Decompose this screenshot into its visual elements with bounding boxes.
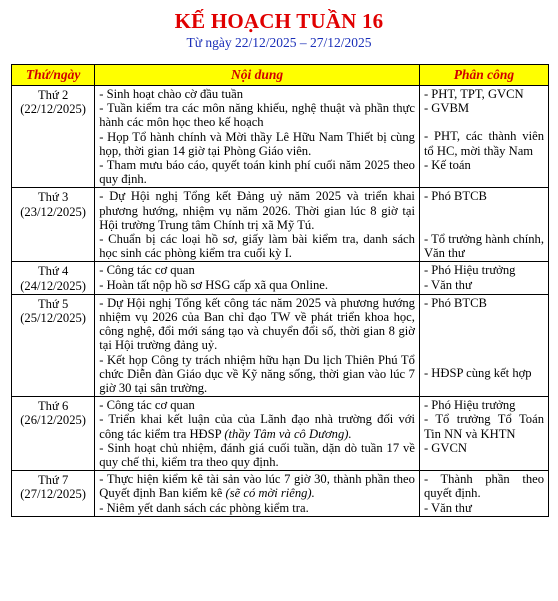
- assign-item: - Tổ trưởng Tổ Toán Tin NN và KHTN: [423, 412, 544, 441]
- assign-item: - GVBM: [423, 101, 470, 116]
- assign-cell: [419, 294, 548, 396]
- assign-item: - PHT, các thành viên tổ HC, mời thầy Nam: [423, 129, 544, 158]
- day-cell: [12, 262, 95, 294]
- column-header-content: Nội dung: [95, 65, 420, 86]
- assign-cell: [419, 471, 548, 517]
- day-date: (24/12/2025): [20, 278, 86, 293]
- day-date: (23/12/2025): [20, 204, 86, 219]
- assign-item: - Thành phần theo quyết định.: [423, 472, 544, 501]
- day-label: Thứ 4: [37, 264, 69, 279]
- date-range-subtitle: Từ ngày 22/12/2025 – 27/12/2025: [186, 35, 372, 50]
- content-item: - Kết họp Công ty trách nhiệm hữu hạn Du lịch Thiên Phú Tổ chức Diễn đàn Giáo dục về Kỹ năng sống, thời gian vào lúc 7 giờ 30 tại sân trường.: [99, 352, 415, 396]
- column-header-day: Thứ/ngày: [12, 65, 95, 86]
- table-row: [12, 397, 549, 471]
- content-cell: [95, 188, 420, 262]
- page-title: KẾ HOẠCH TUẦN 16: [174, 9, 384, 33]
- content-item: - Họp Tổ hành chính và Mời thầy Lê Hữu Nam Thiết bị cùng họp, thời gian 14 giờ tại Phòng Giáo viên.: [99, 129, 415, 158]
- table-row: [12, 86, 549, 188]
- day-label: Thứ 5: [37, 296, 69, 311]
- assign-cell: [419, 262, 548, 294]
- day-label: Thứ 7: [37, 473, 69, 488]
- content-item: - Công tác cơ quan: [99, 263, 195, 278]
- assign-item: - PHT, TPT, GVCN: [423, 87, 524, 101]
- content-item: - Niêm yết danh sách các phòng kiểm tra.: [99, 500, 309, 515]
- content-item: - Công tác cơ quan: [99, 398, 195, 413]
- content-cell: [95, 294, 420, 396]
- table-row: [12, 471, 549, 517]
- content-text: - Triển khai kết luận của của Lãnh đạo nhà trường đối với công tác kiểm tra HĐSP: [99, 412, 415, 441]
- content-cell: [95, 471, 420, 517]
- content-item: - Dự Hội nghị Tổng kết Đảng uỷ năm 2025 và triển khai phương hướng, nhiệm vụ năm 2026. Thời gian lúc 8 giờ tại Hội trường Trung tâm Chính trị xã Mỹ Tú.: [99, 189, 415, 232]
- day-date: (22/12/2025): [20, 102, 86, 117]
- assign-cell: [419, 86, 548, 188]
- content-item: - Tham mưu báo cáo, quyết toán kinh phí cuối năm 2025 theo quy định.: [99, 158, 415, 187]
- assign-item: - Phó Hiệu trưởng: [423, 398, 516, 413]
- content-item: - Hoàn tất nộp hồ sơ HSG cấp xã qua Online.: [99, 277, 329, 292]
- content-item: - Tuần kiểm tra các môn năng khiếu, nghệ thuật và phần thực hành các môn học theo kế hoạch: [99, 101, 415, 130]
- content-item: - Sinh hoạt chào cờ đầu tuần: [99, 87, 244, 101]
- day-label: Thứ 6: [37, 399, 69, 414]
- assign-cell: [419, 397, 548, 471]
- table-header-row: [12, 65, 549, 86]
- day-cell: [12, 188, 95, 262]
- day-date: (26/12/2025): [20, 413, 86, 428]
- content-text: - Thực hiện kiểm kê tài sản vào lúc 7 giờ 30, thành phần theo Quyết định Ban kiểm kê: [99, 472, 415, 501]
- assign-item: - Phó Hiệu trưởng: [423, 263, 516, 278]
- day-date: (27/12/2025): [20, 487, 86, 502]
- day-cell: [12, 471, 95, 517]
- assign-cell: [419, 188, 548, 262]
- weekly-plan-table: [11, 64, 549, 517]
- day-label: Thứ 2: [37, 88, 69, 102]
- assign-item: - Phó BTCB: [423, 295, 487, 310]
- content-cell: [95, 86, 420, 188]
- table-row: [12, 262, 549, 294]
- content-item: [99, 412, 415, 440]
- assign-item: - Văn thư: [423, 277, 472, 292]
- day-label: Thứ 3: [37, 190, 69, 205]
- column-header-assign: Phân công: [419, 65, 548, 86]
- content-item: [99, 472, 415, 500]
- day-cell: [12, 294, 95, 396]
- table-row: [12, 294, 549, 396]
- day-cell: [12, 86, 95, 188]
- day-cell: [12, 397, 95, 471]
- day-date: (25/12/2025): [20, 311, 86, 326]
- assign-item: - GVCN: [423, 440, 467, 455]
- table-row: [12, 188, 549, 262]
- content-cell: [95, 397, 420, 471]
- content-item: - Sinh hoạt chủ nhiệm, đánh giá cuối tuần, dặn dò tuần 17 về quy chế thi, kiểm tra theo quy định.: [99, 440, 415, 470]
- content-item: - Chuẩn bị các loại hồ sơ, giấy làm bài kiểm tra, danh sách học sinh các phòng kiểm tra cuối kỳ I.: [99, 232, 415, 261]
- assign-item: - Tổ trưởng hành chính, Văn thư: [423, 231, 544, 260]
- content-note: (sẽ có mời riêng).: [225, 486, 315, 501]
- content-item: - Dự Hội nghị Tổng kết công tác năm 2025 và phương hướng nhiệm vụ 2026 của Ban chỉ đạo TW về phát triển khoa học, công nghệ, đổi mới sáng tạo và chuyển đổi số, thời gian 8 giờ tại Hội trường đảng uỷ.: [99, 295, 415, 353]
- content-note: (thầy Tâm và cô Dương).: [224, 426, 352, 441]
- assign-item: - HĐSP cùng kết hợp: [423, 366, 532, 381]
- assign-item: - Văn thư: [423, 500, 472, 515]
- assign-item: - Kế toán: [423, 157, 471, 172]
- assign-item: - Phó BTCB: [423, 189, 487, 204]
- content-cell: [95, 262, 420, 294]
